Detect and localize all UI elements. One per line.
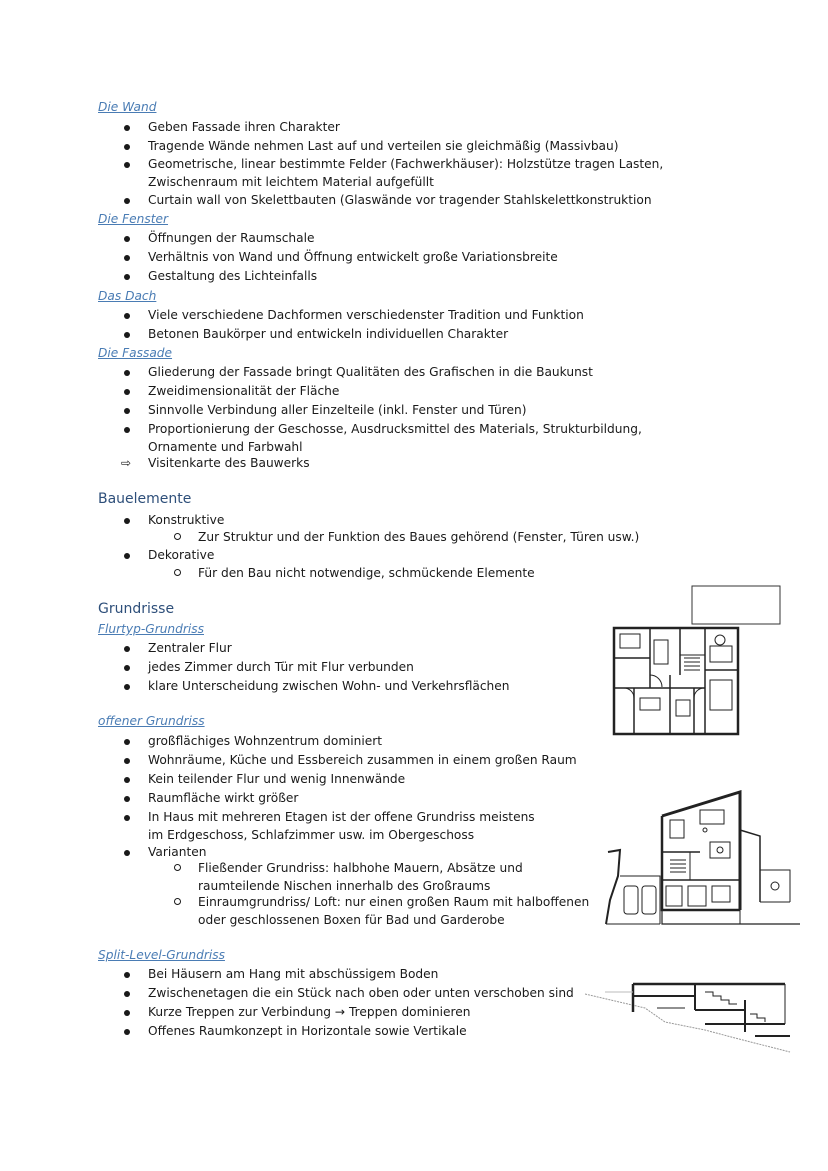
list-item xyxy=(148,325,713,343)
list-item xyxy=(148,546,618,564)
list-item-text: Wohnräume, Küche und Essbereich zusammen in einem großen Raum xyxy=(148,753,577,767)
bullet xyxy=(124,236,130,242)
heading-die-fenster: Die Fenster xyxy=(98,212,169,226)
bullet xyxy=(124,684,130,690)
bullet xyxy=(124,274,130,280)
list-item xyxy=(148,984,618,1002)
list-item xyxy=(148,751,618,769)
list-item-text: Sinnvolle Verbindung aller Einzelteile (inkl. Fenster und Türen) xyxy=(148,403,527,417)
list-item-text: Betonen Baukörper und entwickeln individuellen Charakter xyxy=(148,327,509,341)
list-item-text: Einraumgrundriss/ Loft: nur einen großen Raum mit halboffenen oder geschlossenen Boxen für Bad und Garderobe xyxy=(198,895,590,927)
list-item-text: Offenes Raumkonzept in Horizontale sowie Vertikale xyxy=(148,1024,467,1038)
bullet xyxy=(124,1029,130,1035)
bullet xyxy=(124,553,130,559)
bullet xyxy=(124,162,130,168)
list-item xyxy=(148,658,618,676)
bullet xyxy=(124,518,130,524)
bullet xyxy=(124,1010,130,1016)
list-item-text: Tragende Wände nehmen Last auf und verteilen sie gleichmäßig (Massivbau) xyxy=(148,139,619,153)
list-item-text: Verhältnis von Wand und Öffnung entwickelt große Variationsbreite xyxy=(148,250,558,264)
list-item-text: Geometrische, linear bestimmte Felder (Fachwerkhäuser): Holzstütze tragen Lasten, Zwischenraum mit leichtem Material aufgefüllt xyxy=(148,157,664,189)
list-item-text: In Haus mit mehreren Etagen ist der offene Grundriss meistens im Erdgeschoss, Schlafzimmer usw. im Obergeschoss xyxy=(148,810,535,842)
bullet xyxy=(124,332,130,338)
list-item xyxy=(148,965,618,983)
sub-list-item xyxy=(198,859,528,895)
circle-bullet xyxy=(174,569,181,576)
bullet xyxy=(124,815,130,821)
list-item xyxy=(148,1022,618,1040)
bullet xyxy=(124,144,130,150)
bullet xyxy=(124,427,130,433)
bullet xyxy=(124,665,130,671)
arrow-right-icon: ⇨ xyxy=(121,456,132,470)
list-item-text: Dekorative xyxy=(148,548,215,562)
list-item-text: klare Unterscheidung zwischen Wohn- und Verkehrsflächen xyxy=(148,679,510,693)
bullet xyxy=(124,972,130,978)
list-item-text: Für den Bau nicht notwendige, schmückende Elemente xyxy=(198,566,535,580)
list-item-text: Gliederung der Fassade bringt Qualitäten des Grafischen in die Baukunst xyxy=(148,365,593,379)
list-item-text: großflächiges Wohnzentrum dominiert xyxy=(148,734,382,748)
bullet xyxy=(124,796,130,802)
bullet xyxy=(124,850,130,856)
list-item xyxy=(148,401,713,419)
heading-bauelemente: Bauelemente xyxy=(98,491,192,507)
list-item xyxy=(148,789,618,807)
list-item-text: Proportionierung der Geschosse, Ausdrucksmittel des Materials, Strukturbildung, Ornamente und Farbwahl xyxy=(148,422,642,454)
list-item xyxy=(148,267,618,285)
heading-die-fassade: Die Fassade xyxy=(98,346,173,360)
list-item-text: Zentraler Flur xyxy=(148,641,232,655)
bullet xyxy=(124,739,130,745)
circle-bullet xyxy=(174,898,181,905)
bullet xyxy=(124,646,130,652)
list-item-text: Visitenkarte des Bauwerks xyxy=(148,456,310,470)
list-item xyxy=(148,137,713,155)
heading-grundrisse: Grundrisse xyxy=(98,601,175,617)
bullet xyxy=(124,255,130,261)
heading-flurtyp-grundriss: Flurtyp-Grundriss xyxy=(98,622,204,636)
split-level-section-image xyxy=(585,970,800,1060)
list-item-text: Zur Struktur und der Funktion des Baues gehörend (Fenster, Türen usw.) xyxy=(198,530,640,544)
bullet xyxy=(124,198,130,204)
list-item xyxy=(148,639,618,657)
list-item xyxy=(148,420,713,456)
flurtyp-floorplan-image xyxy=(610,580,785,740)
bullet xyxy=(124,313,130,319)
bullet xyxy=(124,370,130,376)
circle-bullet xyxy=(174,533,181,540)
list-item-text: Zweidimensionalität der Fläche xyxy=(148,384,340,398)
list-item xyxy=(148,248,713,266)
list-item-text: Viele verschiedene Dachformen verschiedenster Tradition und Funktion xyxy=(148,308,584,322)
list-item-conclusion xyxy=(121,454,618,472)
heading-offener-grundriss: offener Grundriss xyxy=(98,714,205,728)
bullet xyxy=(124,125,130,131)
list-item-text: Raumfläche wirkt größer xyxy=(148,791,299,805)
list-item-text: Kein teilender Flur und wenig Innenwände xyxy=(148,772,406,786)
open-floorplan-image xyxy=(600,790,805,930)
bullet xyxy=(124,777,130,783)
list-item-text: Curtain wall von Skelettbauten (Glaswände vor tragender Stahlskelettkonstruktion xyxy=(148,193,652,207)
list-item-text: Konstruktive xyxy=(148,513,225,527)
list-item-text: Geben Fassade ihren Charakter xyxy=(148,120,340,134)
list-item xyxy=(148,155,668,191)
list-item-text: Öffnungen der Raumschale xyxy=(148,231,315,245)
list-item-text: Gestaltung des Lichteinfalls xyxy=(148,269,318,283)
list-item-text: Bei Häusern am Hang mit abschüssigem Boden xyxy=(148,967,439,981)
list-item-text: Kurze Treppen zur Verbindung → Treppen dominieren xyxy=(148,1005,471,1019)
list-item xyxy=(148,191,713,209)
list-item-text: Varianten xyxy=(148,845,207,859)
bullet xyxy=(124,758,130,764)
list-item-text: Fließender Grundriss: halbhohe Mauern, Absätze und raumteilende Nischen innerhalb des Großraums xyxy=(198,861,523,893)
circle-bullet xyxy=(174,864,181,871)
bullet xyxy=(124,389,130,395)
bullet xyxy=(124,991,130,997)
list-item xyxy=(148,363,713,381)
list-item-text: jedes Zimmer durch Tür mit Flur verbunden xyxy=(148,660,414,674)
heading-das-dach: Das Dach xyxy=(98,289,157,303)
heading-die-wand: Die Wand xyxy=(98,100,157,114)
bullet xyxy=(124,408,130,414)
list-item xyxy=(148,511,618,529)
list-item xyxy=(148,808,548,844)
list-item xyxy=(148,382,618,400)
list-item xyxy=(148,1003,618,1021)
list-item xyxy=(148,229,618,247)
sub-list-item xyxy=(198,893,593,929)
list-item xyxy=(148,677,618,695)
list-item-text: Zwischenetagen die ein Stück nach oben oder unten verschoben sind xyxy=(148,986,574,1000)
heading-split-level-grundriss: Split-Level-Grundriss xyxy=(98,948,225,962)
sub-list-item xyxy=(198,528,763,546)
list-item xyxy=(148,118,618,136)
list-item xyxy=(148,732,618,750)
list-item xyxy=(148,306,713,324)
list-item xyxy=(148,770,618,788)
